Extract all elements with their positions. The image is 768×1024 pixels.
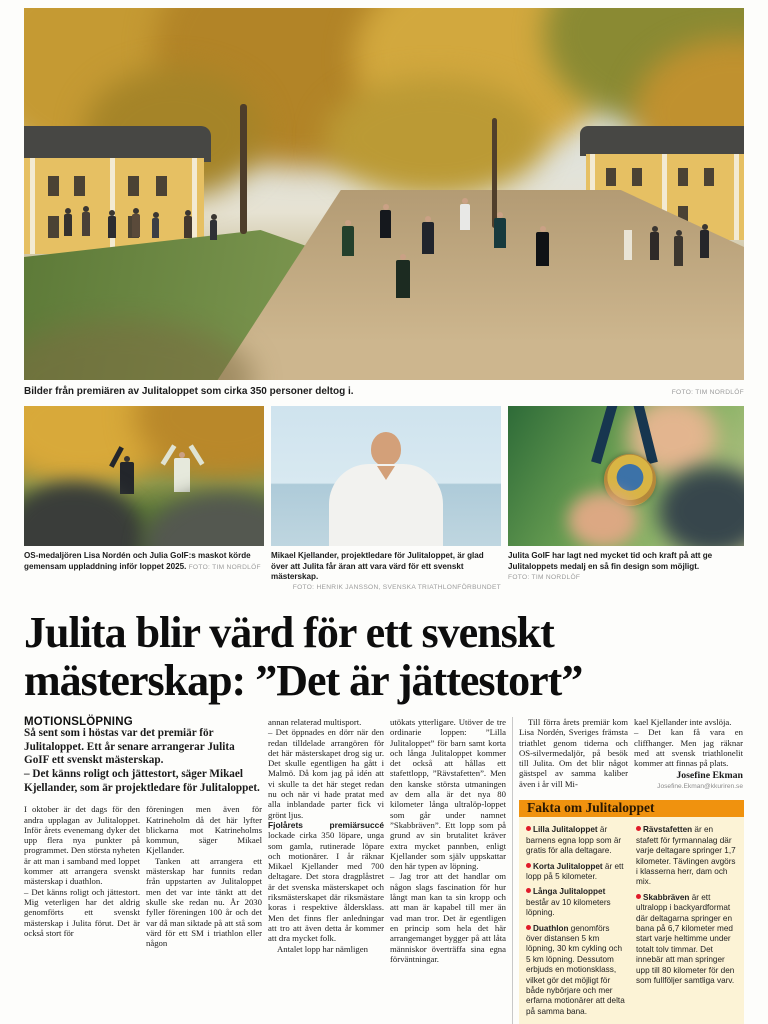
paragraph: Tanken att arrangera ett mästerskap har funnits redan från uppstarten av Julitaloppet men det var inte tänkt att det skulle ske redan nu. År 2030 fyller föreningen 100 år och det var då man siktade på att stå som värd för ett SM i triathlon eller någon bbox=[146, 855, 262, 949]
right-building-roof bbox=[580, 126, 744, 156]
factbox-term: Lilla Julitaloppet bbox=[533, 825, 598, 835]
spectator bbox=[674, 236, 683, 266]
bullet-icon bbox=[526, 888, 531, 893]
spectator bbox=[650, 232, 659, 260]
body-column-5 bbox=[519, 717, 628, 792]
hero-caption: Bilder från premiären av Julitaloppet som cirka 350 personer deltog i. bbox=[24, 386, 354, 397]
left-building-roof bbox=[24, 126, 211, 162]
factbox-item bbox=[526, 825, 627, 856]
runner bbox=[396, 260, 410, 298]
headline: Julita blir värd för ett svenskt mästerskap: ”Det är jättestort” bbox=[24, 608, 583, 705]
body-columns-5-6 bbox=[519, 717, 744, 792]
factbox-body bbox=[519, 817, 744, 1024]
photo-lisa-norden bbox=[24, 406, 264, 593]
foliage bbox=[324, 78, 544, 198]
byline-email: Josefine.Ekman@kkuriren.se bbox=[657, 782, 743, 790]
lead-paragraphs bbox=[24, 727, 262, 795]
spectator bbox=[184, 216, 192, 238]
right-column-group bbox=[512, 717, 744, 1024]
photo-caption bbox=[271, 551, 501, 593]
byline-name: Josefine Ekman bbox=[676, 770, 743, 782]
runin-subhead: Fjolårets premiärsuccé bbox=[268, 819, 384, 830]
photo-lisa-norden-image bbox=[24, 406, 264, 546]
bullet-icon bbox=[636, 826, 641, 831]
lead-paragraph: Så sent som i höstas var det premiär för Julitaloppet. Ett år senare arrangerar Julita GoIF ett svenskt mästerskap. bbox=[24, 727, 235, 767]
paragraph: utökats ytterligare. Utöver de tre ordinarie loppen: ”Lilla Julitaloppet” för barn samt korta och långa Julitaloppet kommer det också att hållas ett stafettlopp, ”Rävstafetten”. Men den kanske största utmaningen av dem alla är det nya 80 kilometer långa ultralöp-loppet som går under namnet ”Skabbräven”. Ett lopp som på grund av sin brutalitet kräver extra mycket pannben, enligt Kjellander som själv uppskattar den här typen av löpning. bbox=[390, 717, 506, 872]
factbox-text: genomförs över distansen 5 km löpning, 30 km cykling och 5 km löpning. Dessutom erbjuds en motionsklass, vilket gör det möjligt för både nybörjare och mer erfarna motionärer att delta på samma bana. bbox=[526, 923, 625, 1016]
factbox-term: Duathlon bbox=[533, 923, 569, 933]
paragraph: – Jag tror att det handlar om någon slags fascination för hur långt man kan ta sin kropp och att man är kapabel till mer än vad man tror. Det är egentligen en princip som hela det här arrangemanget bygger på att låta människor överträffa sina egna förväntningar. bbox=[390, 871, 506, 964]
spectator bbox=[152, 218, 159, 238]
factbox-right-column bbox=[636, 825, 737, 1022]
hero-photo bbox=[24, 8, 744, 380]
tree-trunk bbox=[492, 118, 497, 228]
hero-photo-credit: FOTO: TIM NORDLÖF bbox=[671, 389, 744, 396]
tree-trunk bbox=[240, 104, 247, 234]
body-columns-1-2 bbox=[24, 804, 262, 948]
section-kicker: MOTIONSLÖPNING bbox=[24, 716, 133, 728]
hand-blur bbox=[568, 492, 638, 546]
paragraph: Antalet lopp har nämligen bbox=[277, 943, 368, 954]
factbox-term: Skabbräven bbox=[643, 892, 690, 902]
factbox-item bbox=[526, 924, 627, 1018]
body-column-2 bbox=[146, 804, 262, 948]
photo-strip bbox=[24, 406, 744, 593]
factbox-term: Rävstafetten bbox=[643, 825, 693, 835]
photo-credit: FOTO: HENRIK JANSSON, SVENSKA TRIATHLONFÖRBUNDET bbox=[292, 583, 501, 591]
body-column-1 bbox=[24, 804, 140, 948]
factbox-item bbox=[636, 825, 737, 887]
spectator bbox=[132, 214, 140, 237]
article-body bbox=[24, 717, 744, 1024]
photo-mikael-kjellander-image bbox=[271, 406, 501, 546]
runner bbox=[494, 218, 506, 248]
man-head bbox=[371, 432, 401, 466]
bullet-icon bbox=[526, 925, 531, 930]
spectator bbox=[108, 216, 116, 238]
photo-medal-child bbox=[508, 406, 744, 593]
body-column-4 bbox=[390, 717, 506, 1024]
mascot-raised-arms bbox=[174, 458, 190, 492]
factbox-text: består av 10 kilometers löpning. bbox=[526, 897, 611, 918]
paragraph: föreningen men även för Katrineholm då det här lyfter blickarna mot Katrineholms kommun, säger Mikael Kjellander. bbox=[146, 804, 262, 856]
paragraph: – Det känns roligt och jättestort. Mig veterligen har det aldrig genomförts ett svenskt mästerskap i Julita förut. Det är också stort för bbox=[24, 886, 140, 938]
runner bbox=[460, 204, 470, 230]
foliage bbox=[134, 406, 264, 476]
paragraph bbox=[268, 820, 384, 944]
runner bbox=[380, 210, 391, 238]
factbox-text: är en stafett för fyrmannalag där varje deltagare springer 1,7 kilometer. Tävlingen avgörs i klasserna herr, dam och mix. bbox=[636, 825, 736, 887]
factbox bbox=[519, 800, 744, 1024]
athlete-raised-arm bbox=[120, 462, 134, 494]
runner bbox=[422, 222, 434, 254]
spectator bbox=[82, 212, 90, 236]
lead-paragraph: – Det känns roligt och jättestort, säger Mikael Kjellander, som är projektledare för Julitaloppet. bbox=[24, 768, 260, 794]
photo-medal-child-image bbox=[508, 406, 744, 546]
photo-caption bbox=[24, 551, 264, 573]
body-column-6 bbox=[634, 717, 743, 792]
photo-caption-text: Mikael Kjellander, projektledare för Julitaloppet, är glad över att Julita får äran att vara värd för ett svenskt mästerskap. bbox=[271, 551, 484, 581]
photo-credit: FOTO: TIM NORDLÖF bbox=[508, 574, 581, 581]
gate-pillar bbox=[624, 230, 632, 260]
photo-caption-text: Julita GoIF har lagt ned mycket tid och kraft på att ge Julitaloppets medalj en så fin design som möjligt. bbox=[508, 551, 713, 571]
bullet-icon bbox=[636, 894, 641, 899]
bullet-icon bbox=[526, 826, 531, 831]
crowd-blur bbox=[144, 492, 264, 546]
factbox-text: är ett ultralopp i backyardformat där deltagarna springer en bana på 6,7 kilometer med start varje heltimme under totalt tolv timmar. Det innebär att man springer upp till 80 kilometer för den som fullföljer samtliga varv. bbox=[636, 892, 735, 986]
lead-column bbox=[24, 717, 262, 1024]
byline bbox=[634, 771, 743, 792]
medal-ribbon bbox=[591, 406, 619, 464]
photo-mikael-kjellander bbox=[271, 406, 501, 593]
factbox-item bbox=[526, 862, 627, 883]
photo-caption-text: OS-medaljören Lisa Nordén och Julia GoIF:s maskot körde gemensam uppladdning inför loppet 2025. bbox=[24, 551, 251, 571]
factbox-term: Korta Julitaloppet bbox=[533, 861, 603, 871]
spectator bbox=[210, 220, 217, 240]
body-column-3 bbox=[268, 717, 384, 1024]
photo-credit: FOTO: TIM NORDLÖF bbox=[188, 563, 261, 571]
factbox-text: är ett lopp på 5 kilometer. bbox=[526, 861, 624, 881]
factbox-item bbox=[526, 887, 627, 918]
factbox-item bbox=[636, 893, 737, 987]
spectator bbox=[700, 230, 709, 258]
factbox-left-column bbox=[526, 825, 627, 1022]
paragraph: – Det kan få vara en cliffhanger. Men jag räknar med att svensk triathlonelit kommer att finnas på plats. bbox=[634, 727, 743, 769]
factbox-term: Långa Julitaloppet bbox=[533, 887, 606, 897]
hero-caption-row bbox=[24, 386, 744, 397]
paragraph: kael Kjellander inte avslöja. bbox=[634, 717, 732, 727]
runner bbox=[342, 226, 354, 256]
paragraph: – Det öppnades en dörr när den redan tilldelade arrangören för det här mästerskapet drog sig ur. Det skulle egentligen ha gått i Malmö. Då kom jag på idén att vi skulle ta det här steget redan nu och när vi hade pratat med alla inblandade parter fick vi grönt ljus. bbox=[268, 727, 384, 820]
paragraph: I oktober är det dags för den andra upplagan av Julitaloppet. Inför årets evenemang dyker det upp flera nya punkter på programmet. Den största nyheten är att man i samband med loppet kommer att arrangera svenskt mästerskap i duathlon. bbox=[24, 804, 140, 887]
photo-caption bbox=[508, 551, 744, 584]
spectator bbox=[64, 214, 72, 236]
child-shirt-blur bbox=[658, 466, 744, 546]
paragraph-text: lockade cirka 350 löpare, unga som gamla, rutinerade löpare och motionärer. I år räknar Mikael Kjellander med 700 deltagare. Det stora dragplåstret är det svenska mästerskapet och riksmästerskapet där riksmästare koras i respektive åldersklass. Men det finns fler anledningar att tro att även detta år kommer att dra mycket folk. bbox=[268, 830, 384, 944]
bullet-icon bbox=[526, 863, 531, 868]
runner bbox=[536, 232, 549, 266]
paragraph: annan relaterad multisport. bbox=[268, 717, 362, 727]
factbox-title: Fakta om Julitaloppet bbox=[519, 800, 744, 817]
factbox-text: är barnens egna lopp som är gratis för alla deltagare. bbox=[526, 825, 622, 856]
paragraph: Till förra årets premiär kom Lisa Nordén, Sveriges främsta triathlet genom tiderna och OS-silvermedaljör, på besök till Julita. Om det blir något gästspel av samma kaliber även i år vill Mi- bbox=[519, 717, 628, 789]
